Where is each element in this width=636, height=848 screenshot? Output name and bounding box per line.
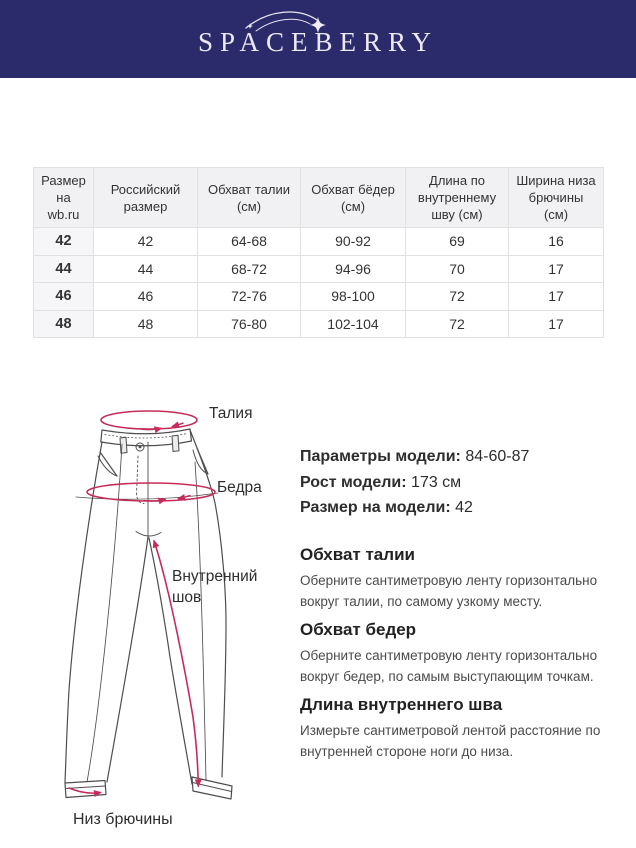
cell-hem-width: 17: [509, 255, 604, 283]
hips-measure-ellipse: [87, 483, 215, 501]
trousers-diagram: [30, 390, 290, 835]
section-waist: [300, 544, 636, 612]
cell-wb-size: 48: [34, 310, 94, 338]
waist-label: Талия: [209, 405, 253, 422]
section-waist-title: Обхват талии: [300, 545, 415, 564]
cell-hem-width: 17: [509, 310, 604, 338]
model-height-line: [300, 470, 529, 496]
cell-hips: 102-104: [301, 310, 406, 338]
cell-waist: 76-80: [198, 310, 301, 338]
hips-label: Бедра: [217, 479, 262, 496]
model-height-value: 173 см: [406, 473, 462, 491]
cell-inseam: 69: [406, 228, 509, 256]
section-inseam-text: Измерьте сантиметровой лентой расстояние по внутренней стороне ноги до низа.: [300, 723, 601, 759]
cell-waist: 72-76: [198, 283, 301, 311]
brand-logo-text: SPACEBERRY: [197, 27, 439, 57]
column-header-waist: Обхват талии (см): [198, 168, 301, 228]
column-header-inseam: Длина по внутреннему шву (см): [406, 168, 509, 228]
pants-outline: [65, 429, 232, 799]
cell-hem-width: 17: [509, 283, 604, 311]
model-params-line: [300, 444, 529, 470]
section-inseam: [300, 694, 636, 762]
section-hips: [300, 619, 636, 687]
cell-ru-size: 42: [94, 228, 198, 256]
cell-inseam: 72: [406, 283, 509, 311]
column-header-ru-size: Российский размер: [94, 168, 198, 228]
cell-inseam: 70: [406, 255, 509, 283]
brand-logo: [0, 0, 636, 78]
size-row-44: [34, 255, 604, 283]
cell-hips: 90-92: [301, 228, 406, 256]
model-size-value: 42: [450, 499, 473, 516]
column-header-hem-width: Ширина низа брючины (см): [509, 168, 604, 228]
inseam-label: Внутренний шов: [172, 568, 258, 606]
section-inseam-title: Длина внутреннего шва: [300, 695, 503, 714]
section-hips-title: Обхват бедер: [300, 620, 417, 639]
cell-inseam: 72: [406, 310, 509, 338]
section-waist-text: Оберните сантиметровую ленту горизонтально вокруг талии, по самому узкому месту.: [300, 573, 598, 609]
hem-label: Низ брючины: [73, 811, 173, 828]
waist-measure-ellipse: [101, 411, 197, 429]
column-header-wb-size: Размер на wb.ru: [34, 168, 94, 228]
size-row-46: [34, 283, 604, 311]
model-info: [300, 444, 529, 521]
brand-header: [0, 0, 636, 78]
cell-waist: 64-68: [198, 228, 301, 256]
model-size-line: [300, 495, 529, 521]
cell-ru-size: 44: [94, 255, 198, 283]
model-params-value: 84-60-87: [460, 448, 530, 465]
cell-wb-size: 42: [34, 228, 94, 256]
cell-wb-size: 46: [34, 283, 94, 311]
section-hips-text: Оберните сантиметровую ленту горизонтально вокруг бедер, по самым выступающим точкам.: [300, 648, 598, 684]
model-params-label: Параметры модели:: [300, 448, 461, 465]
model-size-label: Размер на модели:: [300, 499, 451, 516]
model-height-label: Рост модели:: [300, 473, 407, 491]
cell-hips: 98-100: [301, 283, 406, 311]
cell-hips: 94-96: [301, 255, 406, 283]
size-row-48: [34, 310, 604, 338]
cell-hem-width: 16: [509, 228, 604, 256]
cell-ru-size: 46: [94, 283, 198, 311]
column-header-hips: Обхват бёдер (см): [301, 168, 406, 228]
size-row-42: [34, 228, 604, 256]
cell-ru-size: 48: [94, 310, 198, 338]
cell-wb-size: 44: [34, 255, 94, 283]
size-table: [33, 167, 604, 338]
size-table-header-row: [34, 168, 604, 228]
cell-waist: 68-72: [198, 255, 301, 283]
